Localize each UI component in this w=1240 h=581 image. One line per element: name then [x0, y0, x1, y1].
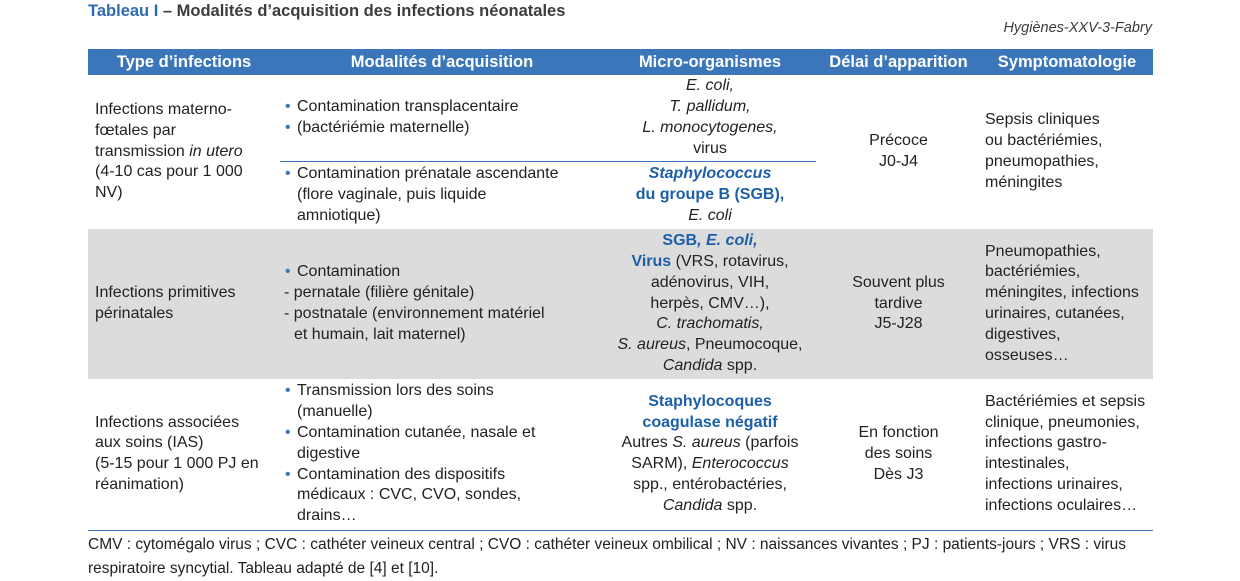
table-footnote: CMV : cytomégalo virus ; CVC : cathéter veineux central ; CVO : cathéter veineux ombilical ; NV : naissances vivantes ; PJ : patients-jours ; VRS : virus respiratoire syncytial. Tableau adapté de [4] et [10].: [88, 536, 1127, 577]
header-modalites: Modalités d’acquisition: [280, 49, 604, 75]
cell-micro-organismes: E. coli, T. pallidum, L. monocytogenes, virus: [604, 75, 816, 161]
cell-delai: En fonction des soins Dès J3: [816, 379, 981, 530]
cell-micro-organismes: Staphylocoques coagulase négatif Autres S. aureus (parfois SARM), Enterococcus spp., entérobactéries, Candida spp.: [604, 379, 816, 530]
cell-modalites: • Contamination prénatale ascendante (flore vaginale, puis liquide amniotique): [280, 161, 604, 229]
table-row: [88, 379, 1153, 530]
cell-type: Infections materno- fœtales par transmission in utero (4-10 cas pour 1 000 NV): [95, 101, 243, 202]
cell-modalites: • Transmission lors des soins (manuelle) • Contamination cutanée, nasale et digestive • Contamination des dispositifs médicaux : CVC, CVO, sondes, drains…: [280, 379, 604, 530]
header-micro-organismes: Micro-organismes: [604, 49, 816, 75]
table-row: [88, 229, 1153, 379]
table-row: [88, 75, 1153, 161]
cell-symptomatologie: Pneumopathies, bactériémies, méningites, infections urinaires, cutanées, digestives, osseuses…: [981, 229, 1153, 379]
header-delai: Délai d’apparition: [816, 49, 981, 75]
cell-type: Infections primitives périnatales: [88, 229, 280, 379]
cell-modalites: • Contamination - pernatale (filière génitale) - postnatale (environnement matériel et humain, lait maternel): [280, 229, 604, 379]
table-caption: [88, 2, 565, 21]
source-reference: Hygiènes-XXV-3-Fabry: [1003, 20, 1152, 36]
cell-modalites: • Contamination transplacentaire • (bactériémie maternelle): [280, 75, 604, 161]
header-type: Type d’infections: [88, 49, 280, 75]
caption-title: – Modalités d’acquisition des infections néonatales: [158, 2, 566, 20]
infections-table: [88, 49, 1153, 531]
caption-label: Tableau I: [88, 2, 159, 20]
cell-delai: Précoce J0-J4: [869, 132, 928, 170]
table-header-row: [88, 49, 1153, 75]
cell-micro-organismes: Staphylococcus du groupe B (SGB), E. coli: [635, 165, 785, 224]
cell-symptomatologie: Sepsis cliniques ou bactériémies, pneumopathies, méningites: [985, 111, 1103, 191]
cell-type: Infections associées aux soins (IAS) (5-15 pour 1 000 PJ en réanimation): [88, 379, 280, 530]
cell-delai: Souvent plus tardive J5-J28: [816, 229, 981, 379]
header-symptomatologie: Symptomatologie: [981, 49, 1153, 75]
cell-micro-organismes: SGB, E. coli, Virus (VRS, rotavirus, adénovirus, VIH, herpès, CMV…), C. trachomatis, S. aureus, Pneumocoque, Candida spp.: [604, 229, 816, 379]
cell-symptomatologie: Bactériémies et sepsis clinique, pneumonies, infections gastro- intestinales, infections urinaires, infections oculaires…: [981, 379, 1153, 530]
